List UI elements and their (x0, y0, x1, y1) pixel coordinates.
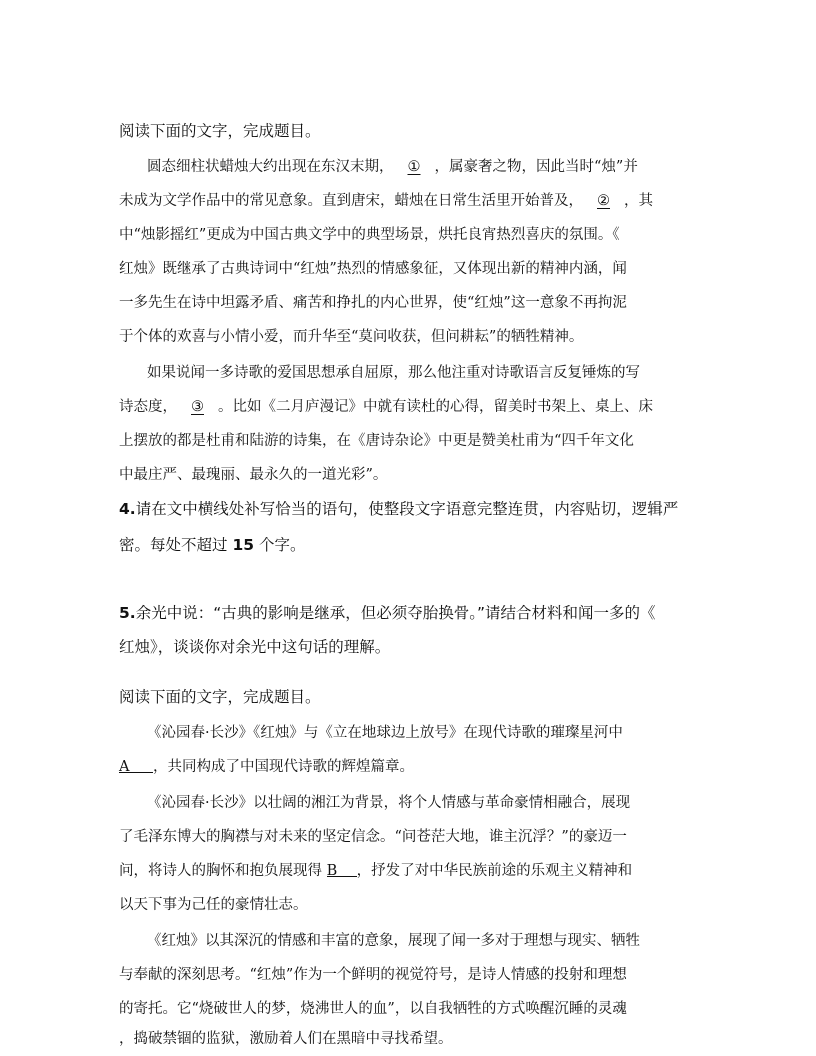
question-4-number: 4. (119, 500, 136, 518)
section1-p2-line4: 中最庄严、最瑰丽、最永久的一道光彩”。 (119, 467, 388, 483)
section1-p1-line2: 未成为文学作品中的常见意象。直到唐宋，蜡烛在日常生活里开始普及， ② ，其 (119, 193, 653, 209)
blank-3: ③ (191, 399, 204, 415)
section2-p1-line2: A ，共同构成了中国现代诗歌的辉煌篇章。 (119, 759, 414, 775)
section1-p1-line5: 一多先生在诗中坦露矛盾、痛苦和挣扎的内心世界，使“红烛”这一意象不再拘泥 (119, 295, 627, 311)
section1-p1-line4: 红烛》既继承了古典诗词中“红烛”热烈的情感象征，又体现出新的精神内涵，闻 (119, 261, 627, 277)
question-5-line1: 5.余光中说：“古典的影响是继承，但必须夺胎换骨。”请结合材料和闻一多的《 (119, 604, 656, 622)
section2-p1-line1: 《沁园春·长沙》《红烛》与《立在地球边上放号》在现代诗歌的璀璨星河中 (147, 725, 623, 741)
section1-heading: 阅读下面的文字，完成题目。 (119, 122, 321, 140)
blank-2: ② (597, 193, 610, 209)
section2-p3-line3: 的寄托。它“烧破世人的梦，烧沸世人的血”，以自我牺牲的方式唤醒沉睡的灵魂 (119, 1001, 627, 1017)
section2-p2-line3: 问，将诗人的胸怀和抱负展现得 B ，抒发了对中华民族前途的乐观主义精神和 (119, 863, 633, 879)
section2-p3-line1: 《红烛》以其深沉的情感和丰富的意象，展现了闻一多对于理想与现实、牺牲 (147, 933, 640, 949)
section2-p3-line4: ，捣破禁锢的监狱，激励着人们在黑暗中寻找希望。 (119, 1031, 453, 1047)
section1-p2-line2: 诗态度， ③ 。比如《二月庐漫记》中就有读杜的心得，留美时书架上、桌上、床 (119, 399, 653, 415)
section1-p1-line6: 于个体的欢喜与小情小爱，而升华至“莫问收获，但问耕耘”的牺牲精神。 (119, 329, 584, 345)
question-4-line1: 4.请在文中横线处补写恰当的语句，使整段文字语意完整连贯，内容贴切，逻辑严 (119, 500, 679, 518)
section1-p1-line1: 圆态细柱状蜡烛大约出现在东汉末期， ① ，属豪奢之物，因此当时“烛”并 (147, 159, 638, 175)
section1-p2-line1: 如果说闻一多诗歌的爱国思想承自屈原，那么他注重对诗歌语言反复锤炼的写 (147, 365, 640, 381)
question-5-number: 5. (119, 604, 136, 622)
blank-b: B (327, 861, 357, 877)
section2-p3-line2: 与奉献的深刻思考。“红烛”作为一个鲜明的视觉符号，是诗人情感的投射和理想 (119, 967, 627, 983)
blank-a: A (119, 757, 153, 773)
section1-p2-line3: 上摆放的都是杜甫和陆游的诗集，在《唐诗杂论》中更是赞美杜甫为“四千年文化 (119, 433, 634, 449)
section2-p2-line1: 《沁园春·长沙》以壮阔的湘江为背景，将个人情感与革命豪情相融合，展现 (147, 795, 631, 811)
section1-p1-line3: 中“烛影摇红”更成为中国古典文学中的典型场景，烘托良宵热烈喜庆的氛围。《 (119, 227, 620, 243)
section2-p2-line2: 了毛泽东博大的胸襟与对未来的坚定信念。“问苍茫大地，谁主沉浮？”的豪迈一 (119, 829, 627, 845)
blank-1: ① (407, 159, 421, 175)
question-4-line2: 密。每处不超过 15 个字。 (119, 536, 306, 554)
question-5-line2: 红烛》，谈谈你对余光中这句话的理解。 (119, 638, 391, 656)
section2-p2-line4: 以天下事为己任的豪情壮志。 (119, 897, 308, 913)
section2-heading: 阅读下面的文字，完成题目。 (119, 688, 321, 706)
